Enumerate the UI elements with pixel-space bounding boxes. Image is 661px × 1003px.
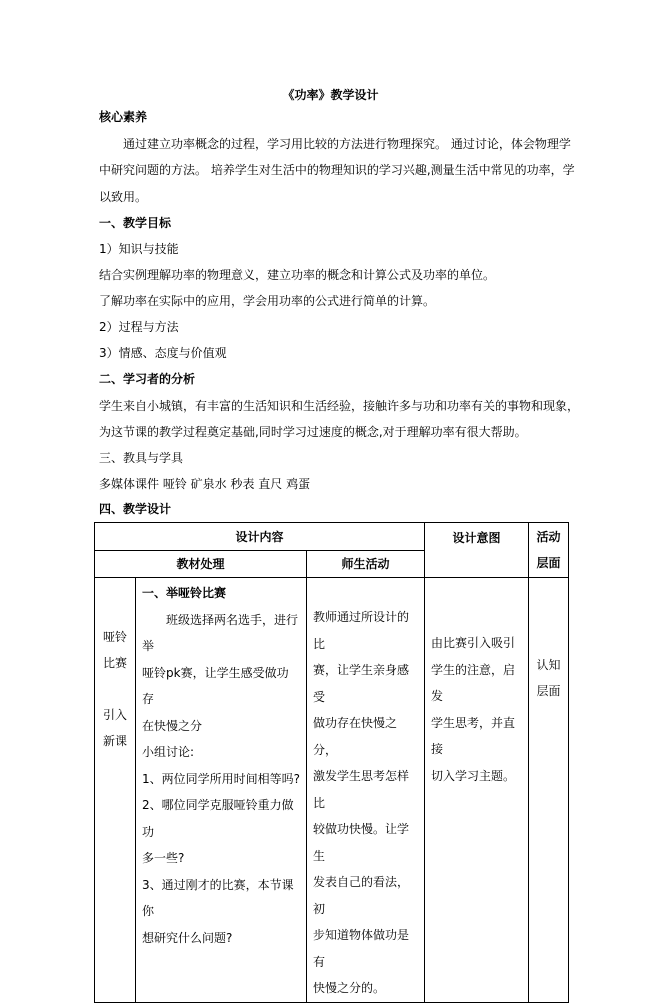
intent-line-4: 切入学习主题。 (431, 768, 516, 783)
objective-item-5: 3）情感、态度与价值观 (99, 346, 227, 360)
intent-line-1: 由比赛引入吸引 (431, 636, 516, 650)
activity-level-cell (529, 578, 569, 1003)
header-teacher-student: 师生活动 (307, 551, 425, 578)
teacher-line-6: 发表自己的看法，初 (313, 875, 410, 916)
header-activity-line-1: 活动 (536, 530, 561, 544)
material-title: 一、举哑铃比赛 (142, 586, 227, 600)
core-line-2: 中研究问题的方法。 培养学生对生活中的物理知识的学习兴趣,测量生活中常见的功率，学 (99, 163, 575, 177)
core-line-3: 以致用。 (99, 190, 148, 204)
material-cell (136, 578, 307, 1003)
stage-line-4: 新课 (102, 734, 127, 748)
header-activity-level (529, 523, 569, 578)
row-stage-cell (95, 578, 136, 1003)
teacher-line-3: 做功存在快慢之分， (313, 716, 398, 757)
stage-line-3: 引入 (102, 708, 127, 722)
material-line-9: 想研究什么问题? (142, 930, 233, 945)
teacher-line-7: 步知道物体做功是有 (313, 928, 410, 969)
core-heading: 核心素养 (99, 110, 148, 124)
teacher-line-2: 赛，让学生亲身感受 (313, 663, 410, 704)
activity-line-2: 层面 (536, 684, 561, 698)
teacher-line-5: 较做功快慢。让学生 (313, 822, 410, 863)
section-heading-tools: 三、教具与学具 (99, 451, 184, 465)
teacher-student-cell (307, 578, 425, 1003)
objective-item-1: 1）知识与技能 (99, 242, 179, 256)
teaching-design-table (94, 522, 569, 1003)
learners-line-2: 为这节课的教学过程奠定基础,同时学习过速度的概念,对于理解功率有很大帮助。 (99, 425, 527, 439)
header-design-content: 设计内容 (95, 523, 425, 551)
objective-item-2: 结合实例理解功率的物理意义，建立功率的概念和计算公式及功率的单位。 (99, 268, 496, 282)
teacher-line-8: 快慢之分的。 (313, 981, 386, 995)
material-line-5: 1、两位同学所用时间相等吗? (142, 771, 301, 786)
material-line-3: 在快慢之分 (142, 718, 203, 733)
section-heading-design: 四、教学设计 (99, 502, 172, 516)
header-material-processing: 教材处理 (95, 551, 307, 578)
learners-line-1: 学生来自小城镇，有丰富的生活知识和生活经验，接触许多与功和功率有关的事物和现象， (99, 399, 580, 413)
stage-line-1: 哑铃 (102, 630, 127, 644)
intent-line-2: 学生的注意，启发 (431, 662, 516, 703)
core-line-1: 通过建立功率概念的过程，学习用比较的方法进行物理探究。 通过讨论，体会物理学 (123, 137, 571, 151)
teacher-line-4: 激发学生思考怎样比 (313, 769, 410, 810)
material-line-2: 哑铃pk赛，让学生感受做功存 (142, 665, 289, 706)
material-line-8: 3、通过刚才的比赛，本节课你 (142, 877, 294, 918)
objective-item-3: 了解功率在实际中的应用，学会用功率的公式进行简单的计算。 (99, 294, 436, 308)
section-heading-objectives: 一、教学目标 (99, 216, 172, 230)
document-title: 《功率》教学设计 (282, 88, 379, 102)
material-line-1: 班级选择两名选手，进行举 (142, 612, 299, 653)
section-heading-learners: 二、学习者的分析 (99, 372, 196, 386)
intent-line-3: 学生思考，并直接 (431, 715, 516, 756)
objective-item-4: 2）过程与方法 (99, 320, 179, 334)
activity-line-1: 认知 (536, 658, 561, 672)
header-activity-line-2: 层面 (536, 556, 561, 570)
material-line-4: 小组讨论: (142, 745, 195, 759)
material-line-7: 多一些? (142, 851, 185, 865)
stage-line-2: 比赛 (102, 656, 127, 670)
teacher-line-1: 教师通过所设计的比 (313, 610, 410, 651)
material-line-6: 2、哪位同学克服哑铃重力做功 (142, 798, 294, 839)
tools-list: 多媒体课件 哑铃 矿泉水 秒表 直尺 鸡蛋 (99, 477, 311, 491)
design-intent-cell (425, 578, 529, 1003)
header-design-intent: 设计意图 (425, 523, 529, 578)
